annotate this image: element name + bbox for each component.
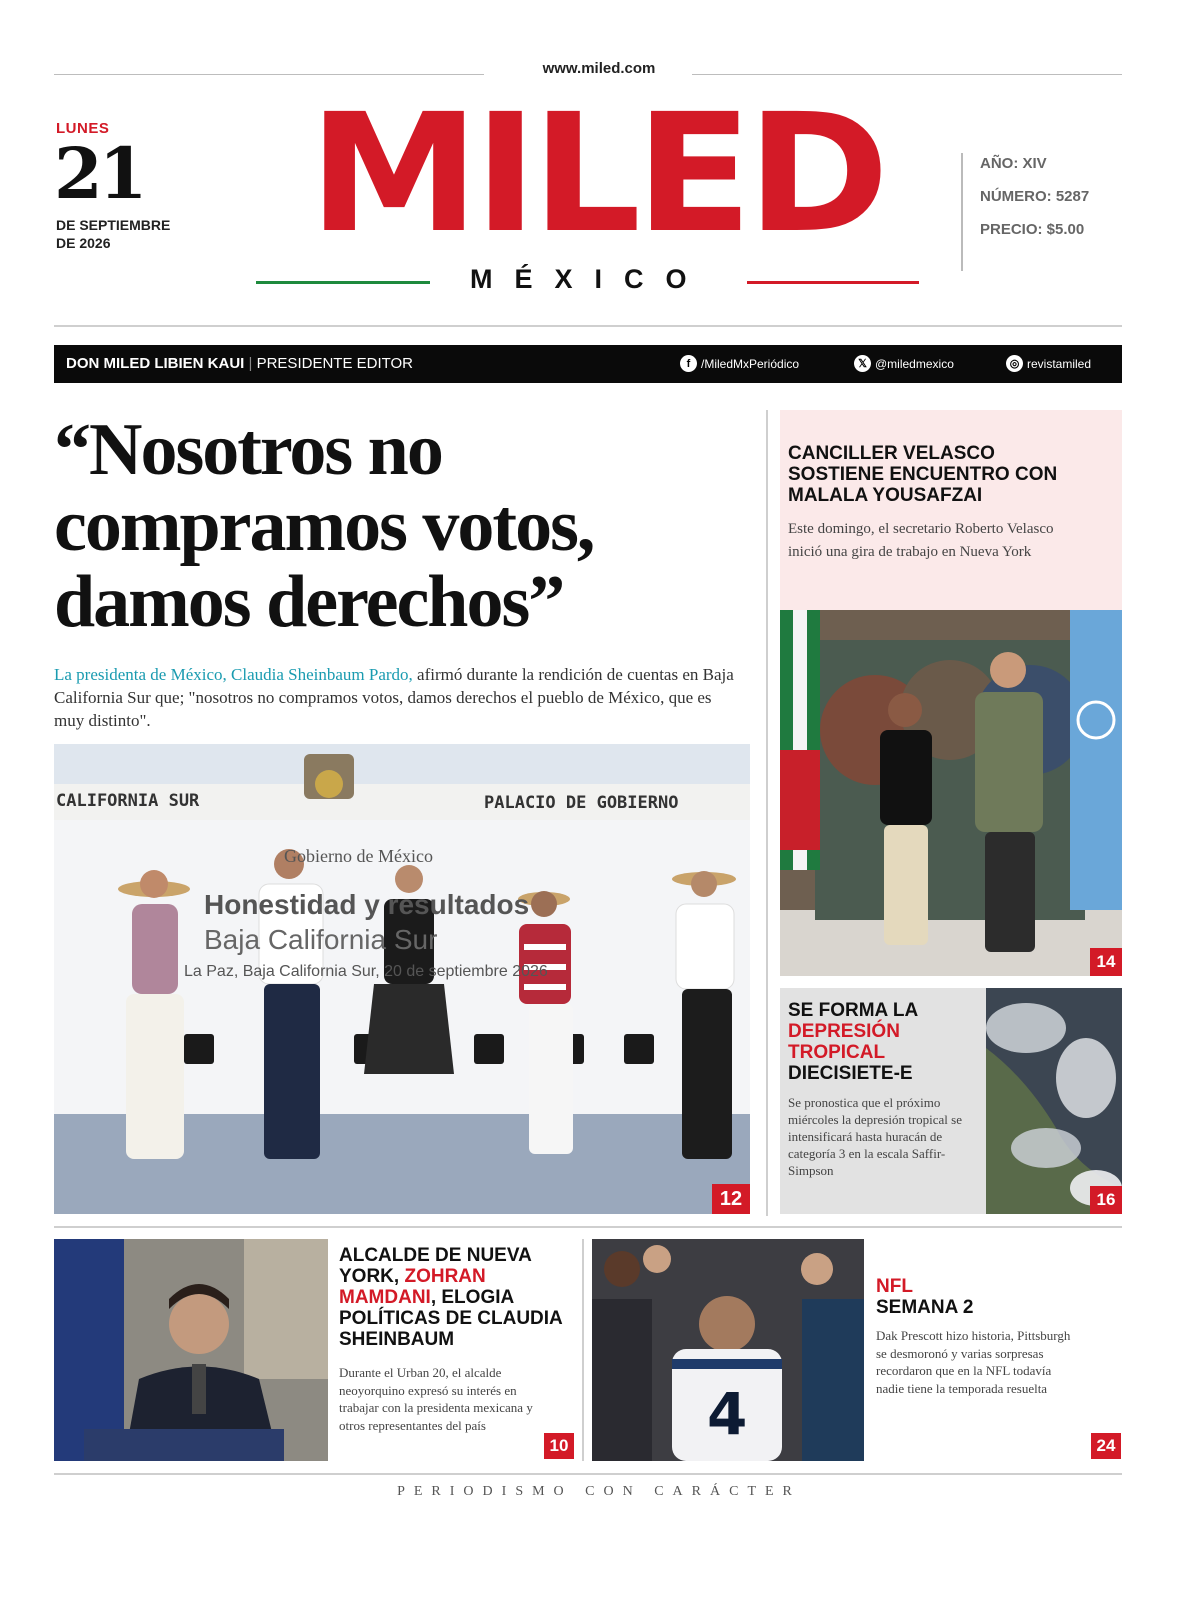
headline-line: compramos votos, (54, 485, 594, 567)
headline-line: damos derechos” (54, 561, 564, 643)
x-icon: 𝕏 (854, 355, 871, 372)
footer-rule (54, 1473, 1122, 1475)
masthead-green-rule (256, 281, 430, 284)
masthead-logo[interactable] (256, 78, 936, 272)
photo-backdrop-line3: La Paz, Baja California Sur, 20 de septiembre 2026 (184, 963, 548, 980)
story-title: CANCILLER VELASCO SOSTIENE ENCUENTRO CON MALALA YOUSAFZAI (788, 443, 1058, 506)
date-year: DE 2026 (56, 235, 111, 251)
story-title-line: ALCALDE DE NUEVA YORK, (339, 1245, 532, 1287)
editor-role: PRESIDENTE EDITOR (256, 355, 414, 372)
velasco-photo[interactable] (780, 610, 1122, 976)
social-x[interactable] (854, 355, 954, 372)
headline-line: “Nosotros no (54, 409, 442, 491)
masthead-red-rule (747, 281, 919, 284)
issue-year: AÑO: XIV (980, 155, 1047, 172)
page-badge[interactable]: 24 (1091, 1433, 1121, 1459)
jersey-number: 4 (707, 1380, 748, 1448)
day-number: 21 (54, 132, 144, 215)
site-url[interactable]: www.miled.com (542, 60, 656, 77)
story-nfl-title[interactable] (876, 1276, 1116, 1318)
nfl-photo-illustration (592, 1239, 864, 1461)
story-title-highlight: DEPRESIÓN TROPICAL (788, 1021, 900, 1063)
header-rule (54, 325, 1122, 327)
story-title-line: SE FORMA LA (788, 1000, 919, 1021)
satellite-map-illustration (986, 988, 1122, 1214)
social-handle: /MiledMxPeriódico (701, 356, 800, 371)
issue-divider (961, 153, 963, 271)
social-instagram[interactable] (1006, 355, 1091, 372)
column-divider (766, 410, 768, 1216)
main-headline[interactable] (54, 409, 754, 643)
story-summary: Se pronostica que el próximo miércoles la depresión tropical se intensificará hasta huracán de categoría 3 en la escala Saffir-Simpson (788, 1095, 962, 1178)
editor-bar (54, 345, 1122, 383)
section-rule (54, 1226, 1122, 1228)
date-month: DE SEPTIEMBRE (56, 217, 171, 233)
social-facebook[interactable] (680, 355, 799, 372)
editor-credit: DON MILED LIBIEN KAUI | PRESIDENTE EDITOR (66, 355, 414, 372)
story-mamdani-summary: Durante el Urban 20, el alcalde neoyorquino expresó su interés en trabajar con la presidenta mexicana y otros representantes del país (339, 1365, 533, 1433)
page-badge[interactable]: 10 (544, 1433, 574, 1459)
photo-backdrop-line1: Honestidad y resultados (204, 889, 530, 920)
story-mamdani-title[interactable] (339, 1245, 575, 1350)
photo-banner-left: CALIFORNIA SUR (56, 791, 200, 811)
story-title-line: SEMANA 2 (876, 1297, 974, 1318)
story-summary: Este domingo, el secretario Roberto Velasco inició una gira de trabajo en Nueva York (788, 521, 1054, 560)
main-lead (54, 663, 744, 732)
story-title-line: DIECISIETE-E (788, 1063, 913, 1084)
story-nfl-summary: Dak Prescott hizo historia, Pittsburgh se desmoronó y varias sorpresas recordaron que en la NFL todavía nadie tiene la temporada resuelta (876, 1328, 1071, 1396)
story-title-highlight: ZOHRAN MAMDANI (339, 1266, 486, 1308)
instagram-icon: ◎ (1006, 355, 1023, 372)
footer-tagline: PERIODISMO CON CARÁCTER (397, 1484, 801, 1499)
main-photo[interactable] (54, 744, 750, 1214)
story-tropical[interactable] (780, 988, 1122, 1214)
masthead-title: MILED (308, 78, 884, 269)
bottom-column-divider (582, 1239, 584, 1461)
story-title (788, 1000, 988, 1084)
page-badge[interactable]: 12 (712, 1184, 750, 1214)
editor-name: DON MILED LIBIEN KAUI (66, 355, 245, 372)
masthead-subtitle: MÉXICO (470, 264, 709, 294)
story-velasco[interactable] (780, 410, 1122, 610)
photo-banner-right: PALACIO DE GOBIERNO (484, 793, 679, 813)
issue-price: PRECIO: $5.00 (980, 221, 1085, 238)
social-handle: revistamiled (1027, 356, 1092, 371)
issue-number: NÚMERO: 5287 (980, 188, 1090, 205)
day-name: LUNES (56, 120, 110, 137)
mamdani-photo-illustration (54, 1239, 328, 1461)
lead-highlight: La presidenta de México, Claudia Sheinbaum Pardo, (54, 665, 413, 684)
photo-backdrop-gov: Gobierno de México (284, 846, 433, 866)
story-title-line: , ELOGIA POLÍTICAS DE CLAUDIA SHEINBAUM (339, 1287, 563, 1350)
facebook-icon: f (680, 355, 697, 372)
story-title-highlight: NFL (876, 1276, 913, 1297)
date-month-year (56, 216, 206, 252)
nfl-photo[interactable] (592, 1239, 864, 1461)
social-handle: @miledmexico (875, 356, 954, 371)
page-badge[interactable]: 14 (1090, 948, 1122, 976)
lead-text: afirmó durante la rendición de cuentas en Baja California Sur que; "nosotros no compramos votos, damos derechos el pueblo de México, que es muy distinto". (54, 665, 734, 730)
main-photo-illustration (54, 744, 750, 1214)
photo-backdrop-line2: Baja California Sur (204, 924, 438, 955)
velasco-photo-illustration (780, 610, 1122, 976)
page-badge[interactable]: 16 (1090, 1186, 1122, 1214)
mamdani-photo[interactable] (54, 1239, 328, 1461)
